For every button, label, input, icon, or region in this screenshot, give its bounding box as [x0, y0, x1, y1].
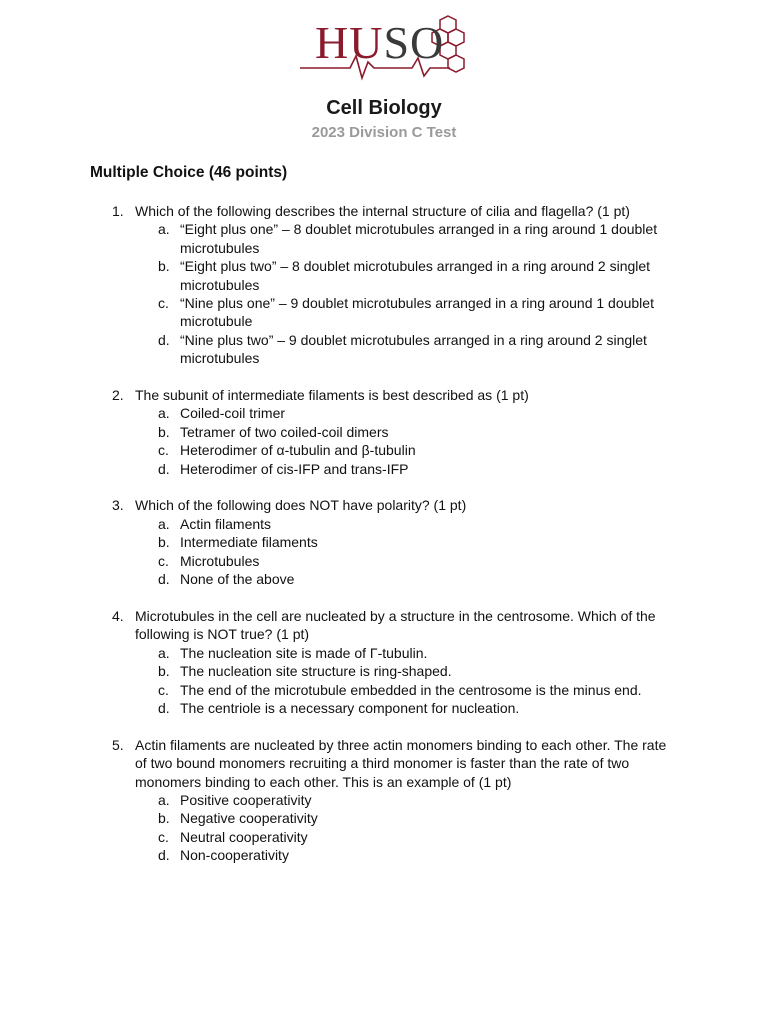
answer-option	[0, 294, 768, 331]
section-heading: Multiple Choice (46 points)	[90, 164, 288, 181]
option-text: None of the above	[180, 571, 295, 588]
option-letter: a.	[158, 405, 170, 422]
option-letter: a.	[158, 515, 170, 532]
answer-option	[0, 552, 768, 570]
answer-option	[0, 515, 768, 533]
answer-option	[0, 220, 768, 257]
answer-option	[0, 681, 768, 699]
option-text: Microtubules	[180, 552, 260, 569]
answer-option	[0, 699, 768, 717]
logo-wordmark: HUSO	[315, 17, 445, 68]
question-item	[0, 386, 768, 478]
option-text: The nucleation site is made of Γ-tubulin.	[180, 644, 428, 661]
option-letter: c.	[158, 295, 169, 312]
answer-option	[0, 846, 768, 864]
question-text: Which of the following describes the internal structure of cilia and flagella? (1 pt)	[135, 203, 630, 219]
answer-option	[0, 570, 768, 588]
option-text: Heterodimer of α-tubulin and β-tubulin	[180, 442, 416, 459]
option-text: The centriole is a necessary component for nucleation.	[180, 699, 520, 716]
option-letter: b.	[158, 663, 170, 680]
question-number: 2.	[112, 387, 124, 404]
option-letter: a.	[158, 791, 170, 808]
option-text: Coiled-coil trimer	[180, 405, 286, 422]
option-letter: d.	[158, 460, 170, 477]
answer-option	[0, 533, 768, 551]
question-number: 3.	[112, 497, 124, 514]
answer-option	[0, 809, 768, 827]
option-text: The nucleation site structure is ring-shaped.	[180, 663, 452, 680]
option-text: Non-cooperativity	[180, 847, 289, 864]
option-letter: b.	[158, 810, 170, 827]
question-text: Which of the following does NOT have polarity? (1 pt)	[135, 497, 467, 514]
question-number: 4.	[112, 607, 124, 624]
option-text: “Nine plus one” – 9 doublet microtubules arranged in a ring around 1 doublet microtubule	[180, 295, 654, 330]
option-text: “Nine plus two” – 9 doublet microtubules arranged in a ring around 2 singlet microtubules	[180, 331, 647, 367]
option-text: Heterodimer of cis-IFP and trans-IFP	[180, 460, 409, 477]
answer-option	[0, 460, 768, 478]
question-text: The subunit of intermediate filaments is best described as (1 pt)	[135, 387, 529, 404]
question-item	[0, 496, 768, 588]
question-text: Microtubules in the cell are nucleated by a structure in the centrosome. Which of the following is NOT true? (1 pt)	[135, 607, 656, 643]
option-text: Negative cooperativity	[180, 810, 318, 827]
option-letter: c.	[158, 681, 169, 698]
answer-option	[0, 644, 768, 662]
option-text: Tetramer of two coiled-coil dimers	[180, 423, 389, 440]
option-text: Neutral cooperativity	[180, 828, 308, 845]
question-item	[0, 607, 768, 717]
option-letter: b.	[158, 534, 170, 551]
option-letter: d.	[158, 331, 170, 348]
question-item	[0, 736, 768, 865]
document-title: Cell Biology	[326, 97, 442, 119]
answer-option	[0, 791, 768, 809]
option-letter: c.	[158, 828, 169, 845]
answer-option	[0, 441, 768, 459]
answer-option	[0, 423, 768, 441]
answer-option	[0, 257, 768, 294]
question-number: 5.	[112, 736, 124, 753]
answer-option	[0, 331, 768, 368]
question-text: Actin filaments are nucleated by three actin monomers binding to each other. The rate of two bound monomers recruiting a third monomer is faster than the rate of two monomers binding to each other. This is an example of (1 pt)	[135, 736, 667, 790]
option-letter: a.	[158, 221, 170, 238]
document-subtitle: 2023 Division C Test	[311, 124, 457, 141]
option-text: Positive cooperativity	[180, 791, 312, 808]
answer-option	[0, 828, 768, 846]
option-letter: c.	[158, 552, 169, 569]
option-letter: b.	[158, 258, 170, 275]
option-letter: d.	[158, 847, 170, 864]
option-letter: c.	[158, 442, 169, 459]
option-text: The end of the microtubule embedded in the centrosome is the minus end.	[180, 681, 642, 698]
option-letter: d.	[158, 699, 170, 716]
option-letter: d.	[158, 571, 170, 588]
question-list	[0, 202, 768, 883]
option-text: Actin filaments	[180, 515, 272, 532]
answer-option	[0, 662, 768, 680]
answer-option	[0, 404, 768, 422]
option-text: Intermediate filaments	[180, 534, 318, 551]
question-item	[0, 202, 768, 368]
option-text: “Eight plus two” – 8 doublet microtubules arranged in a ring around 2 singlet microtubules	[180, 258, 651, 293]
question-number: 1.	[112, 203, 124, 219]
option-letter: b.	[158, 423, 170, 440]
option-text: “Eight plus one” – 8 doublet microtubules arranged in a ring around 1 doublet microtubules	[180, 221, 658, 256]
option-letter: a.	[158, 644, 170, 661]
